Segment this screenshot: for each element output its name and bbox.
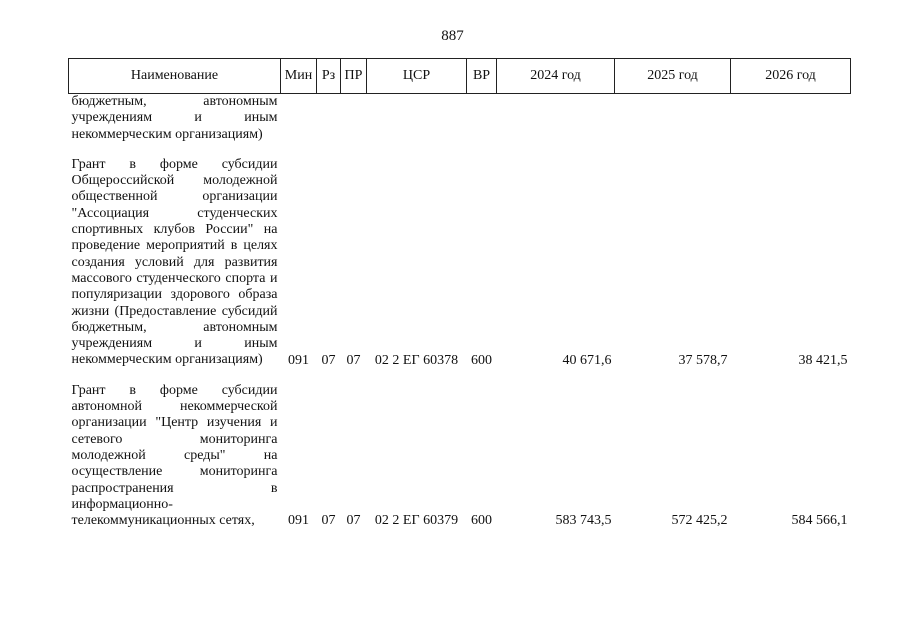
row-vr: 600 bbox=[471, 352, 492, 368]
table-row bbox=[69, 143, 851, 369]
header-csr: ЦСР bbox=[367, 59, 467, 94]
row-name: Грант в форме субсидии автономной некоммерческой организации "Центр изучения и сетевого мониторинга молодежной среды" на осуществление мониторинга распространения в информационно-телекоммуникационных сетях, bbox=[71, 382, 278, 529]
row-name: Грант в форме субсидии Общероссийской молодежной общественной организации "Ассоциация студенческих спортивных клубов России" на проведение мероприятий в целях создания условий для развития массового студенческого спорта и популяризации здорового образа жизни (Предоставление субсидий бюджетным, автономным учреждениям и иным некоммерческим организациям) bbox=[71, 156, 278, 368]
row-2024: 40 671,6 bbox=[562, 352, 612, 368]
header-rz: Рз bbox=[317, 59, 341, 94]
row-rz bbox=[317, 94, 341, 143]
table-row bbox=[69, 94, 851, 143]
row-vr: 600 bbox=[471, 513, 492, 529]
row-csr: 02 2 ЕГ 60379 bbox=[374, 513, 459, 529]
row-2026: 38 421,5 bbox=[798, 352, 848, 368]
page-number: 887 bbox=[441, 28, 464, 44]
row-rz: 07 bbox=[321, 513, 336, 529]
row-csr bbox=[367, 94, 467, 143]
table-header-row bbox=[69, 59, 851, 94]
header-name: Наименование bbox=[69, 59, 281, 94]
header-2025: 2025 год bbox=[615, 59, 731, 94]
row-2025: 37 578,7 bbox=[678, 352, 728, 368]
row-min bbox=[281, 94, 317, 143]
row-2024 bbox=[497, 94, 615, 143]
row-min: 091 bbox=[288, 513, 309, 529]
header-min: Мин bbox=[281, 59, 317, 94]
row-min: 091 bbox=[288, 352, 309, 368]
row-rz: 07 bbox=[321, 352, 336, 368]
row-name: бюджетным, автономным учреждениям и иным некоммерческим организациям) bbox=[71, 94, 278, 142]
header-2026: 2026 год bbox=[731, 59, 851, 94]
row-pr: 07 bbox=[346, 352, 361, 368]
row-2025: 572 425,2 bbox=[671, 513, 728, 529]
row-2025 bbox=[615, 94, 731, 143]
header-vr: ВР bbox=[467, 59, 497, 94]
row-2026 bbox=[731, 94, 851, 143]
row-csr: 02 2 ЕГ 60378 bbox=[374, 352, 459, 368]
header-2024: 2024 год bbox=[497, 59, 615, 94]
table-row bbox=[69, 369, 851, 530]
budget-table bbox=[68, 58, 851, 529]
row-pr bbox=[341, 94, 367, 143]
row-vr bbox=[467, 94, 497, 143]
row-2024: 583 743,5 bbox=[555, 513, 612, 529]
header-pr: ПР bbox=[341, 59, 367, 94]
row-pr: 07 bbox=[346, 513, 361, 529]
row-2026: 584 566,1 bbox=[791, 513, 848, 529]
